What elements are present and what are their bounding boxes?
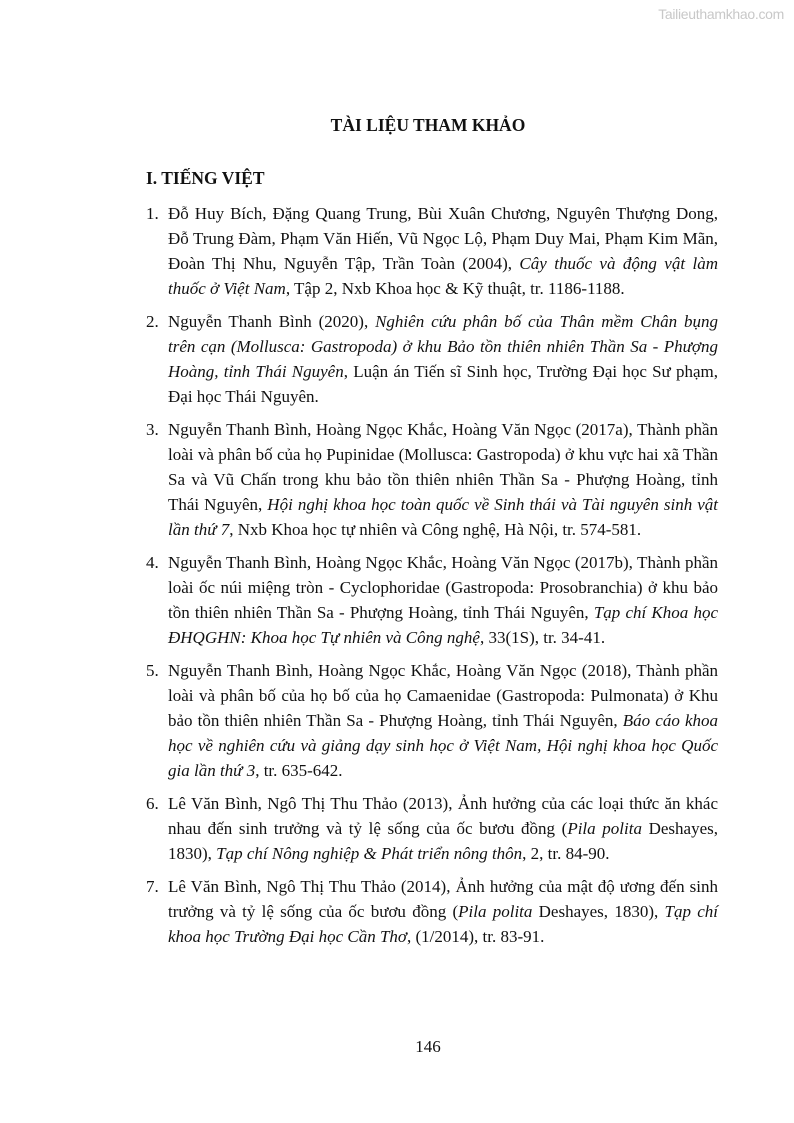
reference-title-italic: Tạp chí khoa học Trường Đại học Cần Thơ xyxy=(168,902,718,946)
reference-title-italic: Hội nghị khoa học toàn quốc về Sinh thái và Tài nguyên sinh vật lần thứ 7 xyxy=(168,495,718,539)
reference-segment: , (1/2014), tr. 83-91. xyxy=(406,927,545,946)
reference-segment: Đỗ Huy Bích, Đặng Quang Trung, Bùi Xuân Chương, Nguyên Thượng Dong, Đỗ Trung Đàm, Phạm Văn Hiến, Vũ Ngọc Lộ, Phạm Duy Mai, Phạm Kim Mãn, Đoàn Thị Nhu, Nguyễn Tập, Trần Toàn (2004), xyxy=(168,204,718,273)
reference-segment: Nguyễn Thanh Bình, Hoàng Ngọc Khắc, Hoàng Văn Ngọc (2017a), Thành phần loài và phân bố của họ Pupinidae (Mollusca: Gastropoda) ở khu vực hai xã Thần Sa và Vũ Chấn trong khu bảo tồn thiên nhiên Thần Sa - Phượng Hoàng, tỉnh Thái Nguyên, xyxy=(168,420,718,514)
reference-item xyxy=(146,201,718,301)
reference-segment: Deshayes, 1830), xyxy=(532,902,665,921)
reference-title-italic: Báo cáo khoa học về nghiên cứu và giảng dạy sinh học ở Việt Nam, Hội nghị khoa học Quốc gia lần thứ 3 xyxy=(168,711,718,780)
reference-list xyxy=(146,201,718,957)
reference-number: 4. xyxy=(146,553,159,572)
reference-number: 1. xyxy=(146,204,159,223)
reference-title-italic: Nghiên cứu phân bố của Thân mềm Chân bụng trên cạn (Mollusca: Gastropoda) ở khu Bảo tồn thiên nhiên Thần Sa - Phượng Hoàng, tỉnh Thái Nguyên xyxy=(168,312,718,381)
section-heading: I. TIẾNG VIỆT xyxy=(146,168,265,188)
page-title: TÀI LIỆU THAM KHẢO xyxy=(330,115,526,135)
reference-segment: , 33(1S), tr. 34-41. xyxy=(479,628,606,647)
reference-text xyxy=(168,874,718,949)
reference-title-italic: Cây thuốc và động vật làm thuốc ở Việt Nam xyxy=(168,254,718,298)
reference-title-italic: Tạp chí Khoa học ĐHQGHN: Khoa học Tự nhiên và Công nghệ xyxy=(168,603,718,647)
reference-number: 7. xyxy=(146,877,159,896)
reference-item xyxy=(146,658,718,783)
reference-text xyxy=(168,550,718,650)
reference-segment: Nguyễn Thanh Bình, Hoàng Ngọc Khắc, Hoàng Văn Ngọc (2018), Thành phần loài và phân bố của họ bố của họ Camaenidae (Gastropoda: Pulmonata) ở Khu bảo tồn thiên nhiên Thần Sa - Phượng Hoàng, tỉnh Thái Nguyên, xyxy=(168,661,718,730)
reference-segment: , Luận án Tiến sĩ Sinh học, Trường Đại học Sư phạm, Đại học Thái Nguyên. xyxy=(168,362,718,406)
reference-title-italic: Pila polita xyxy=(458,902,533,921)
reference-number: 5. xyxy=(146,661,159,680)
reference-item xyxy=(146,550,718,650)
reference-item xyxy=(146,417,718,542)
reference-number: 3. xyxy=(146,420,159,439)
reference-number: 2. xyxy=(146,312,159,331)
reference-segment: Lê Văn Bình, Ngô Thị Thu Thảo (2014), Ảnh hưởng của mật độ ương đến sinh trưởng và tỷ lệ sống của ốc bươu đồng ( xyxy=(168,877,718,921)
reference-segment: , Nxb Khoa học tự nhiên và Công nghệ, Hà Nội, tr. 574-581. xyxy=(229,520,642,539)
reference-text xyxy=(168,658,718,783)
page-number: 146 xyxy=(415,1037,441,1056)
reference-item xyxy=(146,874,718,949)
reference-text xyxy=(168,417,718,542)
reference-segment: , Tập 2, Nxb Khoa học & Kỹ thuật, tr. 1186-1188. xyxy=(285,279,625,298)
reference-text xyxy=(168,791,718,866)
reference-segment: Nguyễn Thanh Bình (2020), xyxy=(168,312,376,331)
reference-segment: , tr. 635-642. xyxy=(255,761,343,780)
reference-text xyxy=(168,201,718,301)
watermark: Tailieuthamkhao.com xyxy=(658,6,784,22)
reference-segment: Lê Văn Bình, Ngô Thị Thu Thảo (2013), Ảnh hưởng của các loại thức ăn khác nhau đến sinh trưởng và tỷ lệ sống của ốc bươu đồng ( xyxy=(168,794,718,838)
reference-title-italic: Tạp chí Nông nghiệp & Phát triển nông thôn xyxy=(216,844,523,863)
reference-item xyxy=(146,791,718,866)
reference-segment: , 2, tr. 84-90. xyxy=(522,844,610,863)
reference-title-italic: Pila polita xyxy=(567,819,642,838)
reference-text xyxy=(168,309,718,409)
reference-segment: Nguyễn Thanh Bình, Hoàng Ngọc Khắc, Hoàng Văn Ngọc (2017b), Thành phần loài ốc núi miệng tròn - Cyclophoridae (Gastropoda: Prosobranchia) ở khu bảo tồn thiên nhiên Thần Sa - Phượng Hoàng, tỉnh Thái Nguyên, xyxy=(168,553,718,622)
reference-segment: Deshayes, 1830), xyxy=(168,819,719,863)
reference-number: 6. xyxy=(146,794,159,813)
reference-item xyxy=(146,309,718,409)
